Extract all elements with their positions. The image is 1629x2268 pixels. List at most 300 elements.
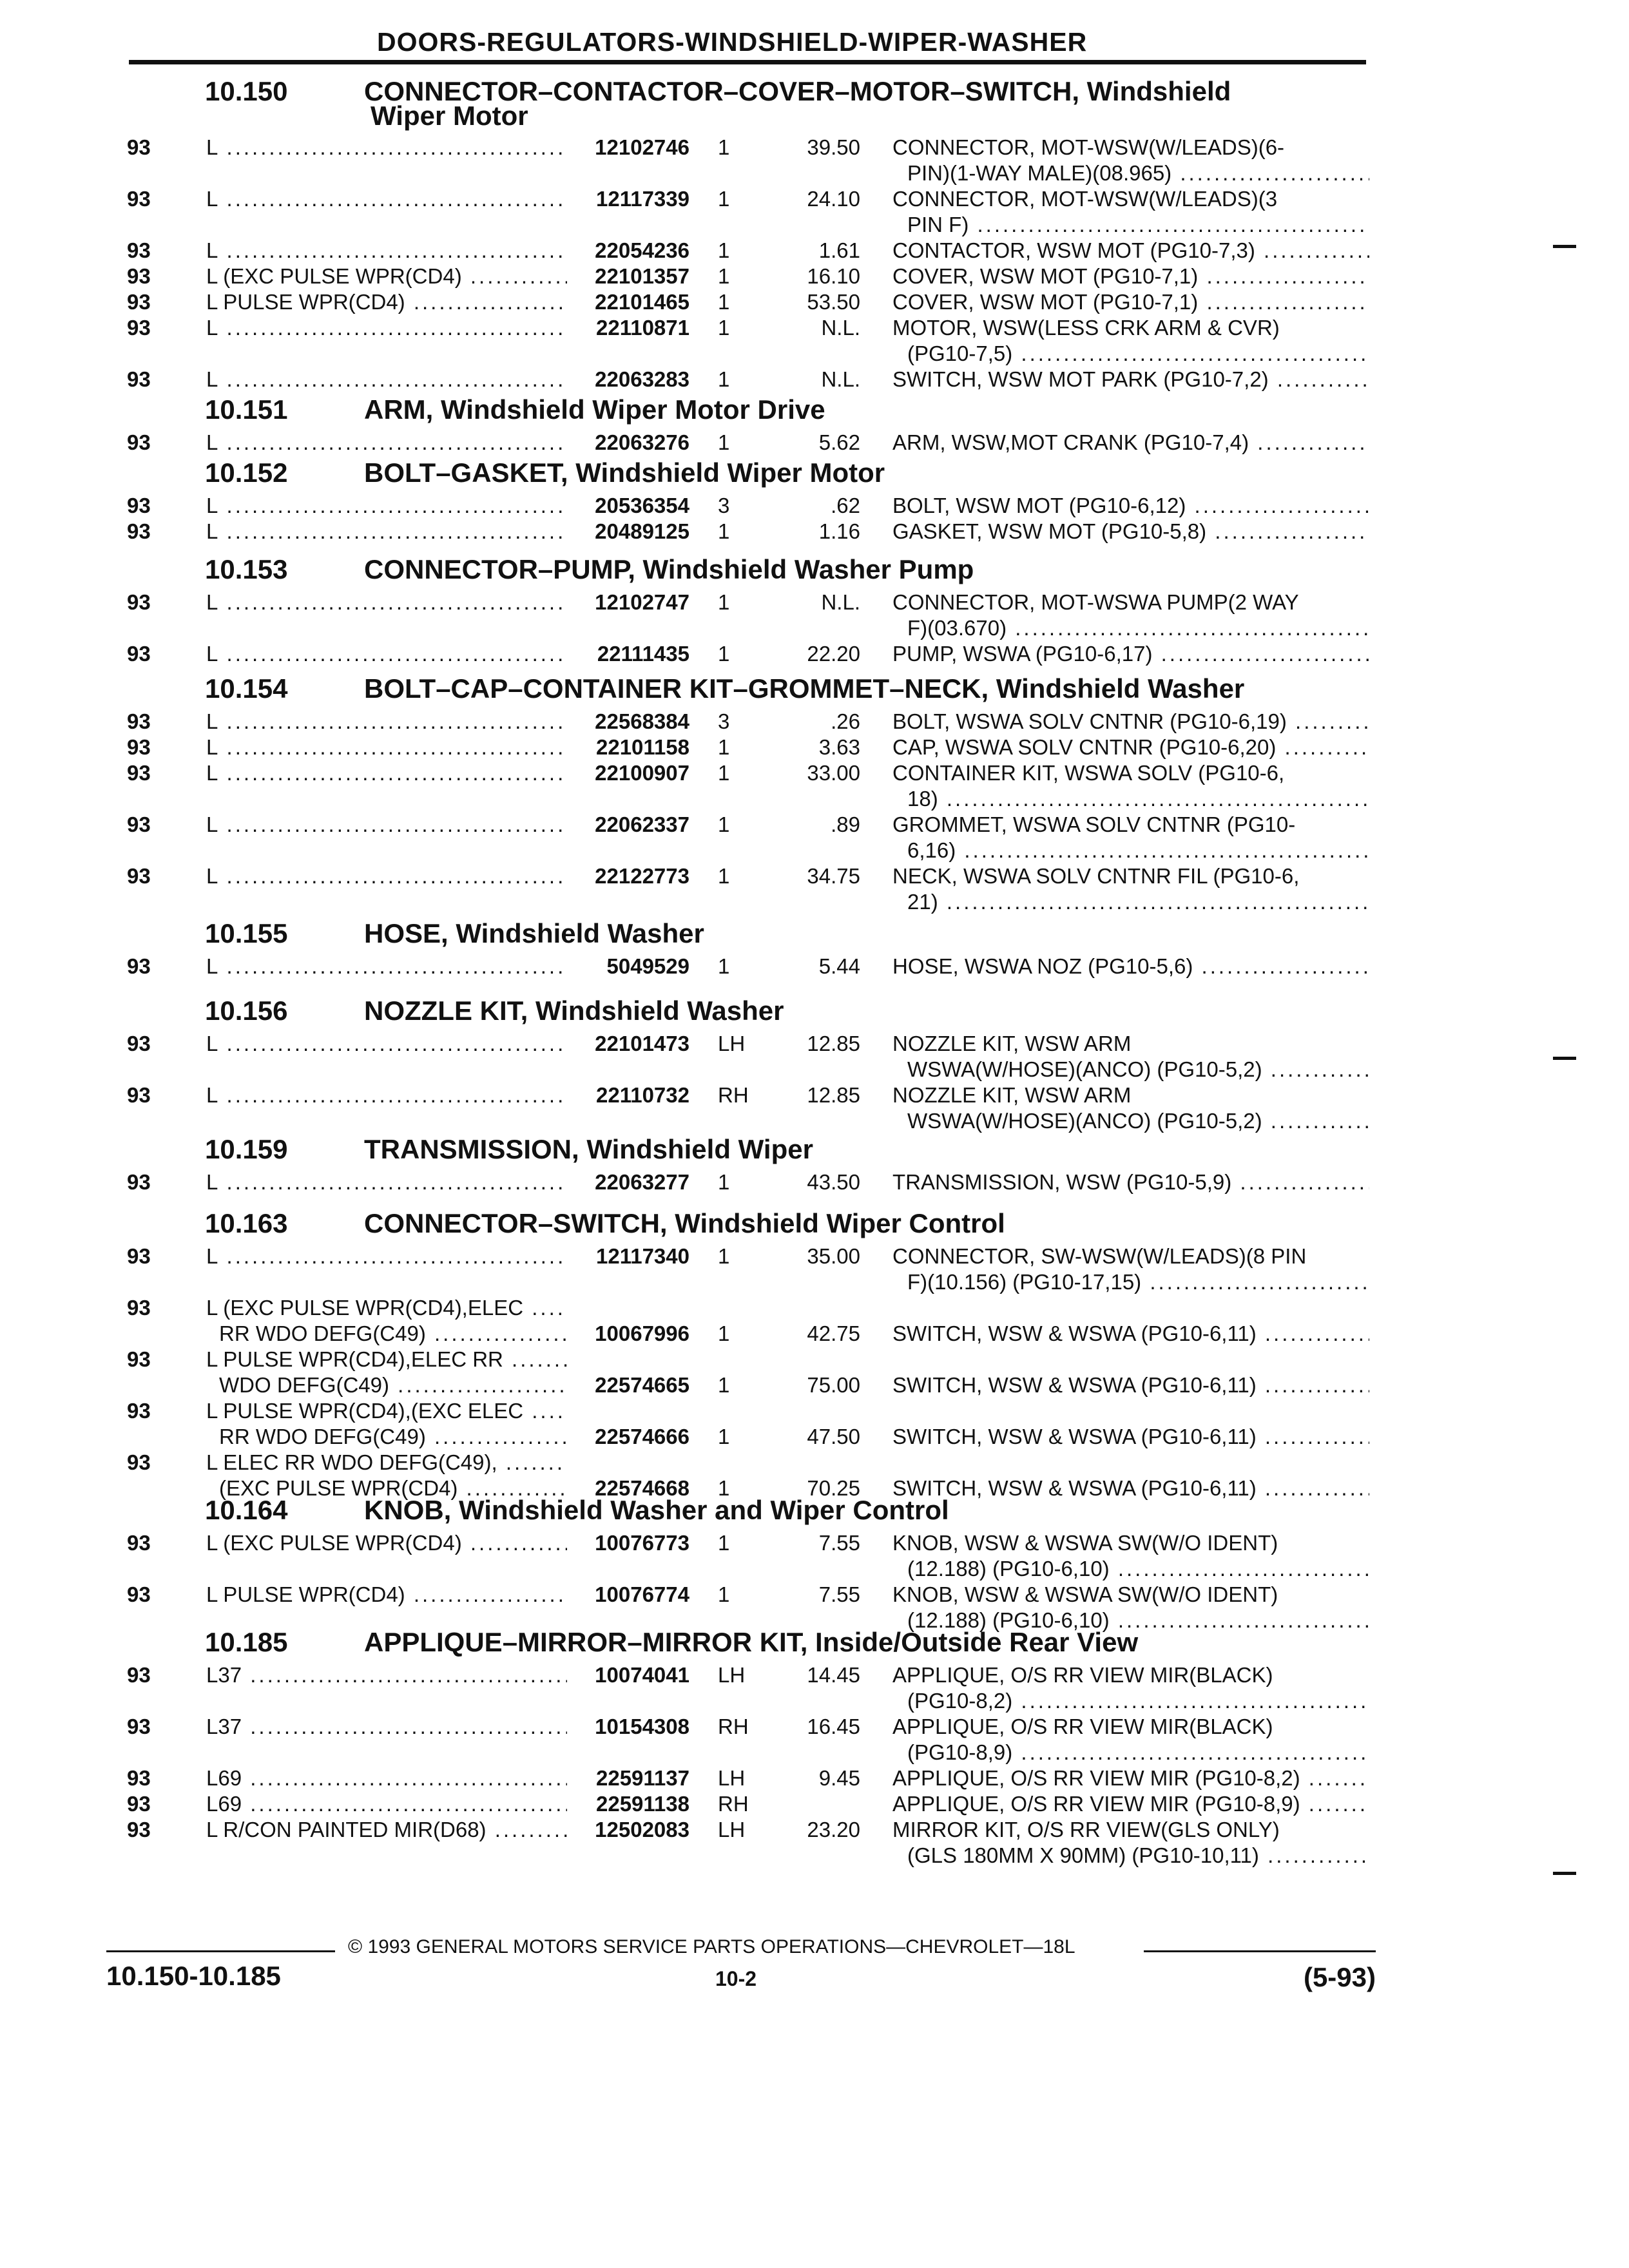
part-row [0, 187, 1629, 238]
price: 14.45 [807, 1663, 860, 1687]
part-row [0, 642, 1629, 668]
section-number: 10.163 [205, 1208, 288, 1238]
part-number: 22568384 [595, 709, 689, 733]
part-row [0, 812, 1629, 864]
model-usage-continued: RR WDO DEFG(C49) ..... [219, 1425, 567, 1449]
quantity: 1 [718, 367, 730, 391]
section-name: BOLT–GASKET, Windshield Wiper Motor [364, 457, 885, 488]
price: 3.63 [818, 735, 860, 759]
part-number: 12117340 [595, 1244, 689, 1268]
part-row [0, 135, 1629, 187]
price: 42.75 [807, 1321, 860, 1345]
quantity: 1 [718, 264, 730, 288]
part-description-continued: (PG10-8,9) ..... [907, 1740, 1369, 1765]
parts-section [0, 918, 1629, 980]
model-usage: L ..... [206, 1083, 567, 1108]
part-description: KNOB, WSW & WSWA SW(W/O IDENT) [892, 1582, 1278, 1606]
part-row [0, 1296, 1629, 1347]
part-description: BOLT, WSW MOT (PG10-6,12) ..... [892, 494, 1369, 518]
quantity: 1 [718, 1170, 730, 1194]
part-description: CONNECTOR, SW-WSW(W/LEADS)(8 PIN [892, 1244, 1307, 1268]
model-usage-continued: RR WDO DEFG(C49) ..... [219, 1321, 567, 1346]
price: 7.55 [818, 1582, 860, 1606]
revision-date: (5-93) [1303, 1962, 1376, 1992]
price: 12.85 [807, 1032, 860, 1055]
model-year: 93 [127, 735, 151, 759]
part-number: 22054236 [595, 238, 689, 262]
section-number: 10.153 [205, 554, 288, 584]
part-description: CONTAINER KIT, WSWA SOLV (PG10-6, [892, 761, 1285, 785]
model-usage: L ..... [206, 519, 567, 544]
model-year: 93 [127, 954, 151, 978]
parts-section [0, 554, 1629, 668]
quantity: 3 [718, 709, 730, 733]
section-name: CONNECTOR–SWITCH, Windshield Wiper Control [364, 1208, 1005, 1238]
part-row [0, 367, 1629, 393]
section-number: 10.150 [205, 76, 288, 106]
model-usage: L ..... [206, 642, 567, 666]
section-name: NOZZLE KIT, Windshield Washer [364, 995, 784, 1026]
part-number: 12102746 [595, 135, 689, 159]
part-description-continued: 21) ..... [907, 890, 1369, 914]
model-usage: L ELEC RR WDO DEFG(C49), ..... [206, 1450, 567, 1475]
part-number: 22111435 [597, 642, 689, 666]
price: 9.45 [818, 1766, 860, 1790]
part-number: 22063283 [595, 367, 689, 391]
price: 16.10 [807, 264, 860, 288]
model-year: 93 [127, 187, 151, 211]
part-row [0, 290, 1629, 316]
model-year: 93 [127, 590, 151, 614]
model-usage: L ..... [206, 187, 567, 211]
part-row [0, 709, 1629, 735]
model-usage: L ..... [206, 430, 567, 455]
parts-section [0, 995, 1629, 1135]
part-description: SWITCH, WSW & WSWA (PG10-6,11) ..... [892, 1425, 1369, 1449]
section-heading [0, 1627, 1629, 1663]
copyright-text: © 1993 GENERAL MOTORS SERVICE PARTS OPERATIONS—CHEVROLET—18L [348, 1936, 1075, 1957]
part-number: 22101473 [595, 1032, 689, 1055]
model-year: 93 [127, 264, 151, 288]
price: 7.55 [818, 1531, 860, 1555]
model-usage: L ..... [206, 1032, 567, 1056]
section-name: KNOB, Windshield Washer and Wiper Control [364, 1495, 949, 1525]
page-footer [106, 1930, 1376, 2020]
price: 5.44 [818, 954, 860, 978]
part-description-continued: 6,16) ..... [907, 838, 1369, 863]
section-heading [0, 673, 1629, 709]
model-year: 93 [127, 1582, 151, 1606]
model-year: 93 [127, 1818, 151, 1841]
model-year: 93 [127, 1792, 151, 1816]
part-number: 10067996 [595, 1321, 689, 1345]
price: 39.50 [807, 135, 860, 159]
part-description-continued: (12.188) (PG10-6,10) ..... [907, 1557, 1369, 1581]
part-number: 10074041 [595, 1663, 689, 1687]
quantity: LH [718, 1766, 746, 1790]
part-number: 22063276 [595, 430, 689, 454]
model-year: 93 [127, 1399, 151, 1423]
model-usage: L (EXC PULSE WPR(CD4) ..... [206, 264, 567, 289]
price: 53.50 [807, 290, 860, 314]
model-year: 93 [127, 761, 151, 785]
model-usage-continued: (EXC PULSE WPR(CD4) ..... [219, 1476, 567, 1501]
quantity: 1 [718, 590, 730, 614]
model-usage: L ..... [206, 238, 567, 263]
parts-section [0, 394, 1629, 456]
page-number: 10-2 [715, 1967, 757, 1990]
quantity: 1 [718, 1531, 730, 1555]
part-row [0, 1715, 1629, 1766]
model-year: 93 [127, 494, 151, 517]
model-usage: L ..... [206, 1170, 567, 1195]
part-number: 22591138 [595, 1792, 689, 1816]
part-row [0, 1582, 1629, 1634]
model-year: 93 [127, 812, 151, 836]
part-description: APPLIQUE, O/S RR VIEW MIR (PG10-8,9) ..... [892, 1792, 1369, 1816]
part-description: NECK, WSWA SOLV CNTNR FIL (PG10-6, [892, 864, 1300, 888]
model-usage: L69 ..... [206, 1766, 567, 1791]
part-number: 12102747 [595, 590, 689, 614]
quantity: 1 [718, 1244, 730, 1268]
part-row [0, 1766, 1629, 1792]
footer-rule [106, 1950, 335, 1952]
part-description-continued: 18) ..... [907, 787, 1369, 811]
part-description-continued: WSWA(W/HOSE)(ANCO) (PG10-5,2) ..... [907, 1109, 1369, 1133]
part-number: 22100907 [595, 761, 689, 785]
part-row [0, 1347, 1629, 1399]
model-year: 93 [127, 367, 151, 391]
part-description-continued: (PG10-8,2) ..... [907, 1689, 1369, 1713]
model-usage: L ..... [206, 761, 567, 785]
price: N.L. [821, 316, 860, 340]
quantity: 1 [718, 1582, 730, 1606]
part-description-continued: (PG10-7,5) ..... [907, 341, 1369, 366]
margin-mark [1553, 1057, 1576, 1060]
model-usage: L ..... [206, 590, 567, 615]
model-usage: L ..... [206, 709, 567, 734]
section-name: CONNECTOR–PUMP, Windshield Washer Pump [364, 554, 974, 584]
section-heading [0, 918, 1629, 954]
part-number: 10154308 [595, 1715, 689, 1738]
part-row [0, 1170, 1629, 1196]
price: N.L. [821, 367, 860, 391]
model-usage: L ..... [206, 135, 567, 160]
part-row [0, 1531, 1629, 1582]
model-year: 93 [127, 864, 151, 888]
quantity: 1 [718, 642, 730, 666]
quantity: 1 [718, 1425, 730, 1448]
part-description: GASKET, WSW MOT (PG10-5,8) ..... [892, 519, 1369, 544]
quantity: 1 [718, 1373, 730, 1397]
model-usage: L69 ..... [206, 1792, 567, 1816]
model-usage: L R/CON PAINTED MIR(D68) ..... [206, 1818, 567, 1842]
part-description-continued: F)(03.670) ..... [907, 616, 1369, 640]
section-number: 10.159 [205, 1134, 288, 1164]
part-row [0, 1792, 1629, 1818]
part-row [0, 1083, 1629, 1135]
section-name: BOLT–CAP–CONTAINER KIT–GROMMET–NECK, Windshield Washer [364, 673, 1245, 704]
part-number: 10076773 [595, 1531, 689, 1555]
model-usage: L (EXC PULSE WPR(CD4),ELEC ..... [206, 1296, 567, 1320]
part-description: SWITCH, WSW & WSWA (PG10-6,11) ..... [892, 1321, 1369, 1346]
part-number: 22122773 [595, 864, 689, 888]
quantity: RH [718, 1083, 749, 1107]
section-name: TRANSMISSION, Windshield Wiper [364, 1134, 813, 1164]
part-description-continued: (GLS 180MM X 90MM) (PG10-10,11) ..... [907, 1843, 1369, 1868]
quantity: RH [718, 1715, 749, 1738]
model-year: 93 [127, 1450, 151, 1474]
part-row [0, 761, 1629, 812]
part-description-continued: F)(10.156) (PG10-17,15) ..... [907, 1270, 1369, 1294]
section-number: 10.152 [205, 457, 288, 488]
price: 12.85 [807, 1083, 860, 1107]
section-heading [0, 995, 1629, 1032]
parts-section [0, 1134, 1629, 1196]
quantity: 1 [718, 135, 730, 159]
model-usage: L ..... [206, 954, 567, 979]
section-name-continued: Wiper Motor [371, 101, 528, 131]
part-description: CONNECTOR, MOT-WSW(W/LEADS)(6- [892, 135, 1285, 159]
part-description: KNOB, WSW & WSWA SW(W/O IDENT) [892, 1531, 1278, 1555]
model-year: 93 [127, 1032, 151, 1055]
model-usage: L ..... [206, 864, 567, 889]
model-usage: L ..... [206, 735, 567, 760]
part-row [0, 735, 1629, 761]
part-description-continued: PIN)(1-WAY MALE)(08.965) ..... [907, 161, 1369, 186]
part-number: 12117339 [595, 187, 689, 211]
quantity: 1 [718, 761, 730, 785]
part-row [0, 1399, 1629, 1450]
price: 1.16 [818, 519, 860, 543]
model-year: 93 [127, 1347, 151, 1371]
price: 23.20 [807, 1818, 860, 1841]
model-usage: L PULSE WPR(CD4),(EXC ELEC ..... [206, 1399, 567, 1423]
section-heading [0, 457, 1629, 494]
margin-mark [1553, 245, 1576, 248]
part-description-continued: PIN F) ..... [907, 213, 1369, 237]
quantity: 1 [718, 290, 730, 314]
part-row [0, 1450, 1629, 1502]
section-number: 10.151 [205, 394, 288, 425]
part-number: 10076774 [595, 1582, 689, 1606]
section-number: 10.156 [205, 995, 288, 1026]
quantity: 1 [718, 187, 730, 211]
part-description: APPLIQUE, O/S RR VIEW MIR(BLACK) [892, 1663, 1273, 1687]
price: 5.62 [818, 430, 860, 454]
quantity: 1 [718, 954, 730, 978]
part-number: 5049529 [606, 954, 689, 978]
section-number: 10.164 [205, 1495, 288, 1525]
section-number: 10.185 [205, 1627, 288, 1657]
quantity: 1 [718, 519, 730, 543]
price: 16.45 [807, 1715, 860, 1738]
section-heading [0, 394, 1629, 430]
part-number: 22101357 [595, 264, 689, 288]
section-heading [0, 554, 1629, 590]
model-usage: L37 ..... [206, 1715, 567, 1739]
part-description: SWITCH, WSW MOT PARK (PG10-7,2) ..... [892, 367, 1369, 392]
price: .26 [831, 709, 860, 733]
model-year: 93 [127, 1766, 151, 1790]
price: .62 [831, 494, 860, 517]
part-description: CONNECTOR, MOT-WSWA PUMP(2 WAY [892, 590, 1299, 614]
section-heading [0, 1134, 1629, 1170]
page-header [129, 26, 1366, 64]
quantity: 1 [718, 238, 730, 262]
model-year: 93 [127, 1244, 151, 1268]
part-row [0, 494, 1629, 519]
part-description: COVER, WSW MOT (PG10-7,1) ..... [892, 264, 1369, 289]
part-description: TRANSMISSION, WSW (PG10-5,9) ..... [892, 1170, 1369, 1195]
model-year: 93 [127, 519, 151, 543]
model-usage: L PULSE WPR(CD4) ..... [206, 290, 567, 314]
part-number: 22101465 [595, 290, 689, 314]
parts-section [0, 76, 1629, 393]
section-number: 10.155 [205, 918, 288, 948]
part-row [0, 519, 1629, 545]
model-year: 93 [127, 316, 151, 340]
quantity: LH [718, 1032, 746, 1055]
part-number: 22574668 [595, 1476, 689, 1500]
model-usage: L ..... [206, 494, 567, 518]
part-description: NOZZLE KIT, WSW ARM [892, 1083, 1132, 1107]
part-row [0, 954, 1629, 980]
model-usage: L ..... [206, 1244, 567, 1269]
model-year: 93 [127, 709, 151, 733]
section-name: HOSE, Windshield Washer [364, 918, 704, 948]
quantity: 1 [718, 1476, 730, 1500]
model-usage: L ..... [206, 367, 567, 392]
model-usage: L ..... [206, 316, 567, 340]
price: .89 [831, 812, 860, 836]
part-description: GROMMET, WSWA SOLV CNTNR (PG10- [892, 812, 1296, 836]
part-description: CONNECTOR, MOT-WSW(W/LEADS)(3 [892, 187, 1278, 211]
price: 22.20 [807, 642, 860, 666]
part-row [0, 1663, 1629, 1715]
part-number: 20536354 [595, 494, 689, 517]
part-description: COVER, WSW MOT (PG10-7,1) ..... [892, 290, 1369, 314]
quantity: LH [718, 1663, 746, 1687]
model-year: 93 [127, 430, 151, 454]
price: 43.50 [807, 1170, 860, 1194]
model-usage: L ..... [206, 812, 567, 837]
model-usage: L37 ..... [206, 1663, 567, 1687]
part-description: PUMP, WSWA (PG10-6,17) ..... [892, 642, 1369, 666]
model-year: 93 [127, 1083, 151, 1107]
part-row [0, 1244, 1629, 1296]
part-number: 22062337 [595, 812, 689, 836]
part-row [0, 590, 1629, 642]
part-number: 12502083 [595, 1818, 689, 1841]
part-description: CONTACTOR, WSW MOT (PG10-7,3) ..... [892, 238, 1369, 263]
part-number: 22591137 [595, 1766, 689, 1790]
part-row [0, 264, 1629, 290]
section-number: 10.154 [205, 673, 288, 704]
quantity: 1 [718, 735, 730, 759]
quantity: 3 [718, 494, 730, 517]
part-description: HOSE, WSWA NOZ (PG10-5,6) ..... [892, 954, 1369, 979]
margin-mark [1553, 1872, 1576, 1875]
part-description: ARM, WSW,MOT CRANK (PG10-7,4) ..... [892, 430, 1369, 455]
parts-section [0, 1208, 1629, 1502]
model-year: 93 [127, 1715, 151, 1738]
model-year: 93 [127, 238, 151, 262]
part-description: NOZZLE KIT, WSW ARM [892, 1032, 1132, 1055]
price: 24.10 [807, 187, 860, 211]
price: 33.00 [807, 761, 860, 785]
part-description: APPLIQUE, O/S RR VIEW MIR(BLACK) [892, 1715, 1273, 1738]
part-row [0, 1032, 1629, 1083]
parts-section [0, 673, 1629, 916]
parts-section [0, 457, 1629, 545]
model-year: 93 [127, 135, 151, 159]
price: 70.25 [807, 1476, 860, 1500]
part-description-continued: WSWA(W/HOSE)(ANCO) (PG10-5,2) ..... [907, 1057, 1369, 1082]
part-row [0, 238, 1629, 264]
price: 35.00 [807, 1244, 860, 1268]
part-row [0, 316, 1629, 367]
section-heading [0, 76, 1629, 135]
price: 47.50 [807, 1425, 860, 1448]
price: 34.75 [807, 864, 860, 888]
model-year: 93 [127, 290, 151, 314]
part-row [0, 430, 1629, 456]
part-row [0, 864, 1629, 916]
part-description: MOTOR, WSW(LESS CRK ARM & CVR) [892, 316, 1280, 340]
quantity: 1 [718, 864, 730, 888]
model-usage-continued: WDO DEFG(C49) ..... [219, 1373, 567, 1398]
quantity: 1 [718, 812, 730, 836]
section-name: APPLIQUE–MIRROR–MIRROR KIT, Inside/Outside Rear View [364, 1627, 1139, 1657]
part-number: 22574665 [595, 1373, 689, 1397]
quantity: 1 [718, 430, 730, 454]
model-usage: L PULSE WPR(CD4) ..... [206, 1582, 567, 1607]
quantity: 1 [718, 1321, 730, 1345]
section-name: ARM, Windshield Wiper Motor Drive [364, 394, 825, 425]
model-usage: L (EXC PULSE WPR(CD4) ..... [206, 1531, 567, 1555]
price: 75.00 [807, 1373, 860, 1397]
model-year: 93 [127, 1296, 151, 1320]
section-range: 10.150-10.185 [106, 1961, 281, 1991]
part-description: MIRROR KIT, O/S RR VIEW(GLS ONLY) [892, 1818, 1280, 1841]
part-number: 20489125 [595, 519, 689, 543]
model-year: 93 [127, 1531, 151, 1555]
section-heading [0, 1495, 1629, 1531]
parts-section [0, 1627, 1629, 1869]
quantity: 1 [718, 316, 730, 340]
part-number: 22110871 [595, 316, 689, 340]
price: N.L. [821, 590, 860, 614]
part-description: SWITCH, WSW & WSWA (PG10-6,11) ..... [892, 1476, 1369, 1501]
model-usage: L PULSE WPR(CD4),ELEC RR ..... [206, 1347, 567, 1372]
part-number: 22110732 [595, 1083, 689, 1107]
part-number: 22574666 [595, 1425, 689, 1448]
model-year: 93 [127, 1663, 151, 1687]
part-number: 22063277 [595, 1170, 689, 1194]
page-title: DOORS-REGULATORS-WINDSHIELD-WIPER-WASHER [377, 27, 1088, 57]
part-description: APPLIQUE, O/S RR VIEW MIR (PG10-8,2) ..... [892, 1766, 1369, 1791]
parts-section [0, 1495, 1629, 1634]
part-description-continued: (12.188) (PG10-6,10) ..... [907, 1608, 1369, 1633]
part-description: SWITCH, WSW & WSWA (PG10-6,11) ..... [892, 1373, 1369, 1398]
part-description: CAP, WSWA SOLV CNTNR (PG10-6,20) ..... [892, 735, 1369, 760]
price: 1.61 [818, 238, 860, 262]
part-description: BOLT, WSWA SOLV CNTNR (PG10-6,19) ..... [892, 709, 1369, 734]
model-year: 93 [127, 1170, 151, 1194]
quantity: RH [718, 1792, 749, 1816]
part-row [0, 1818, 1629, 1869]
